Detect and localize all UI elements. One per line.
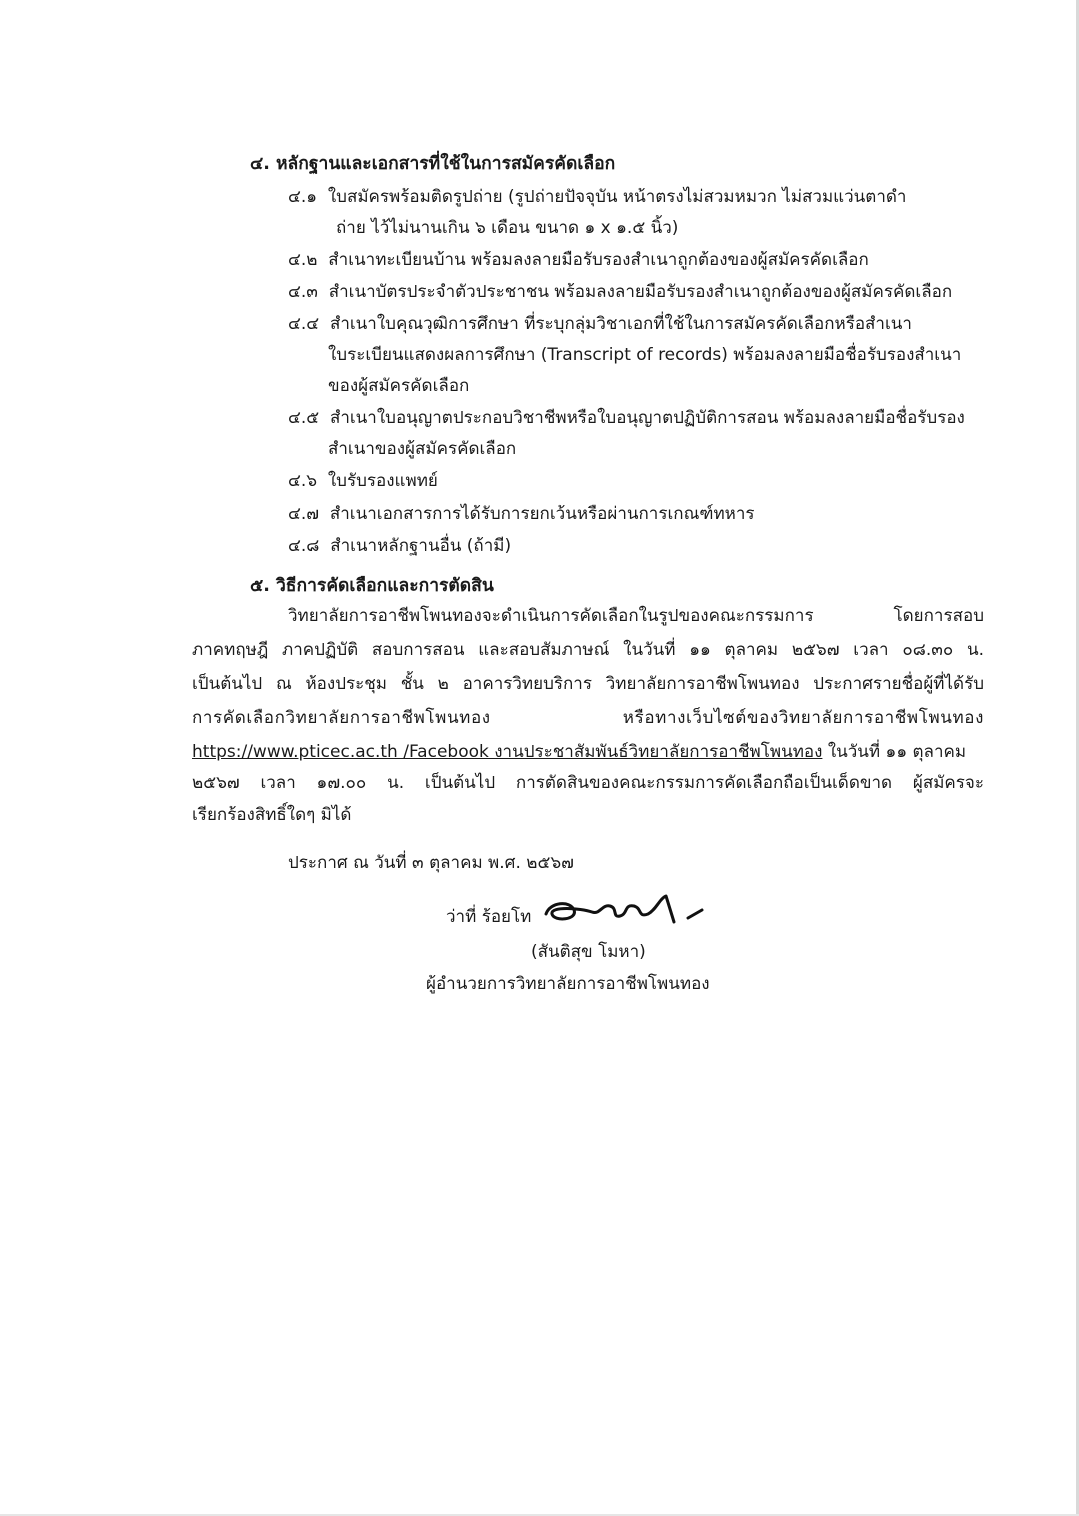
item-number: ๔.๒ [288, 250, 318, 270]
website-link[interactable]: https://www.pticec.ac.th /Facebook งานประชาสัมพันธ์วิทยาลัยการอาชีพโพนทอง [192, 742, 823, 762]
item-4-4-cont: ของผู้สมัครคัดเลือก [328, 376, 470, 396]
item-4-1-cont: ถ่าย ไว้ไม่นานเกิน ๖ เดือน ขนาด ๑ x ๑.๕ นิ้ว) [336, 218, 679, 238]
link-tail-text: ในวันที่ ๑๑ ตุลาคม [822, 742, 967, 762]
item-text: สำเนาทะเบียนบ้าน พร้อมลงลายมือรับรองสำเนาถูกต้องของผู้สมัครคัดเลือก [328, 250, 869, 270]
item-number: ๔.๑ [288, 187, 318, 207]
signer-name: (สันติสุข โมหา) [531, 942, 646, 962]
item-4-3 [288, 280, 952, 304]
signer-rank: ว่าที่ ร้อยโท [446, 907, 532, 927]
section5-paragraph-line: การคัดเลือกวิทยาลัยการอาชีพโพนทอง หรือทางเว็บไซต์ของวิทยาลัยการอาชีพโพนทอง [192, 708, 984, 728]
item-4-4-cont: ใบระเบียนแสดงผลการศึกษา (Transcript of records) พร้อมลงลายมือชื่อรับรองสำเนา [328, 345, 962, 365]
section5-link-line [192, 740, 966, 764]
section4-heading: ๔. หลักฐานและเอกสารที่ใช้ในการสมัครคัดเลือก [250, 154, 616, 174]
signer-position: ผู้อำนวยการวิทยาลัยการอาชีพโพนทอง [426, 974, 710, 994]
item-number: ๔.๕ [288, 408, 320, 428]
item-4-5 [288, 406, 965, 430]
item-text: สำเนาหลักฐานอื่น (ถ้ามี) [330, 536, 512, 556]
item-text: สำเนาเอกสารการได้รับการยกเว้นหรือผ่านการเกณฑ์ทหาร [329, 504, 755, 524]
item-4-5-cont: สำเนาของผู้สมัครคัดเลือก [328, 439, 517, 459]
item-4-8 [288, 534, 511, 558]
item-text: สำเนาบัตรประจำตัวประชาชน พร้อมลงลายมือรับรองสำเนาถูกต้องของผู้สมัครคัดเลือก [328, 282, 953, 302]
announce-date: ประกาศ ณ วันที่ ๓ ตุลาคม พ.ศ. ๒๕๖๗ [288, 853, 574, 873]
item-4-4 [288, 312, 912, 336]
item-text: สำเนาใบคุณวุฒิการศึกษา ที่ระบุกลุ่มวิชาเอกที่ใช้ในการสมัครคัดเลือกหรือสำเนา [329, 314, 912, 334]
item-4-7 [288, 502, 755, 526]
item-4-2 [288, 248, 869, 272]
item-number: ๔.๗ [288, 504, 320, 524]
section5-heading: ๕. วิธีการคัดเลือกและการตัดสิน [250, 576, 494, 596]
item-text: ใบรับรองแพทย์ [327, 471, 438, 491]
handwritten-signature [540, 888, 710, 938]
item-text: สำเนาใบอนุญาตประกอบวิชาชีพหรือใบอนุญาตปฏิบัติการสอน พร้อมลงลายมือชื่อรับรอง [329, 408, 965, 428]
item-number: ๔.๓ [288, 282, 318, 302]
section5-paragraph-line: ๒๕๖๗ เวลา ๑๗.๐๐ น. เป็นต้นไป การตัดสินของคณะกรรมการคัดเลือกถือเป็นเด็ดขาด ผู้สมัครจะ [192, 773, 984, 793]
item-4-1 [288, 185, 906, 209]
section5-paragraph-line: เรียกร้องสิทธิ์ใดๆ มิได้ [192, 805, 352, 825]
item-number: ๔.๔ [288, 314, 320, 334]
item-4-6 [288, 469, 438, 493]
section5-paragraph-line: ภาคทฤษฎี ภาคปฏิบัติ สอบการสอน และสอบสัมภาษณ์ ในวันที่ ๑๑ ตุลาคม ๒๕๖๗ เวลา ๐๘.๓๐ น. [192, 640, 984, 660]
section5-paragraph-line: วิทยาลัยการอาชีพโพนทองจะดำเนินการคัดเลือกในรูปของคณะกรรมการ โดยการสอบ [288, 606, 984, 626]
item-number: ๔.๖ [288, 471, 318, 491]
item-number: ๔.๘ [288, 536, 320, 556]
item-text: ใบสมัครพร้อมติดรูปถ่าย (รูปถ่ายปัจจุบัน หน้าตรงไม่สวมหมวก ไม่สวมแว่นตาดำ [327, 187, 907, 207]
section5-paragraph-line: เป็นต้นไป ณ ห้องประชุม ชั้น ๒ อาคารวิทยบริการ วิทยาลัยการอาชีพโพนทอง ประกาศรายชื่อผู้ที่ได้รับ [192, 674, 984, 694]
